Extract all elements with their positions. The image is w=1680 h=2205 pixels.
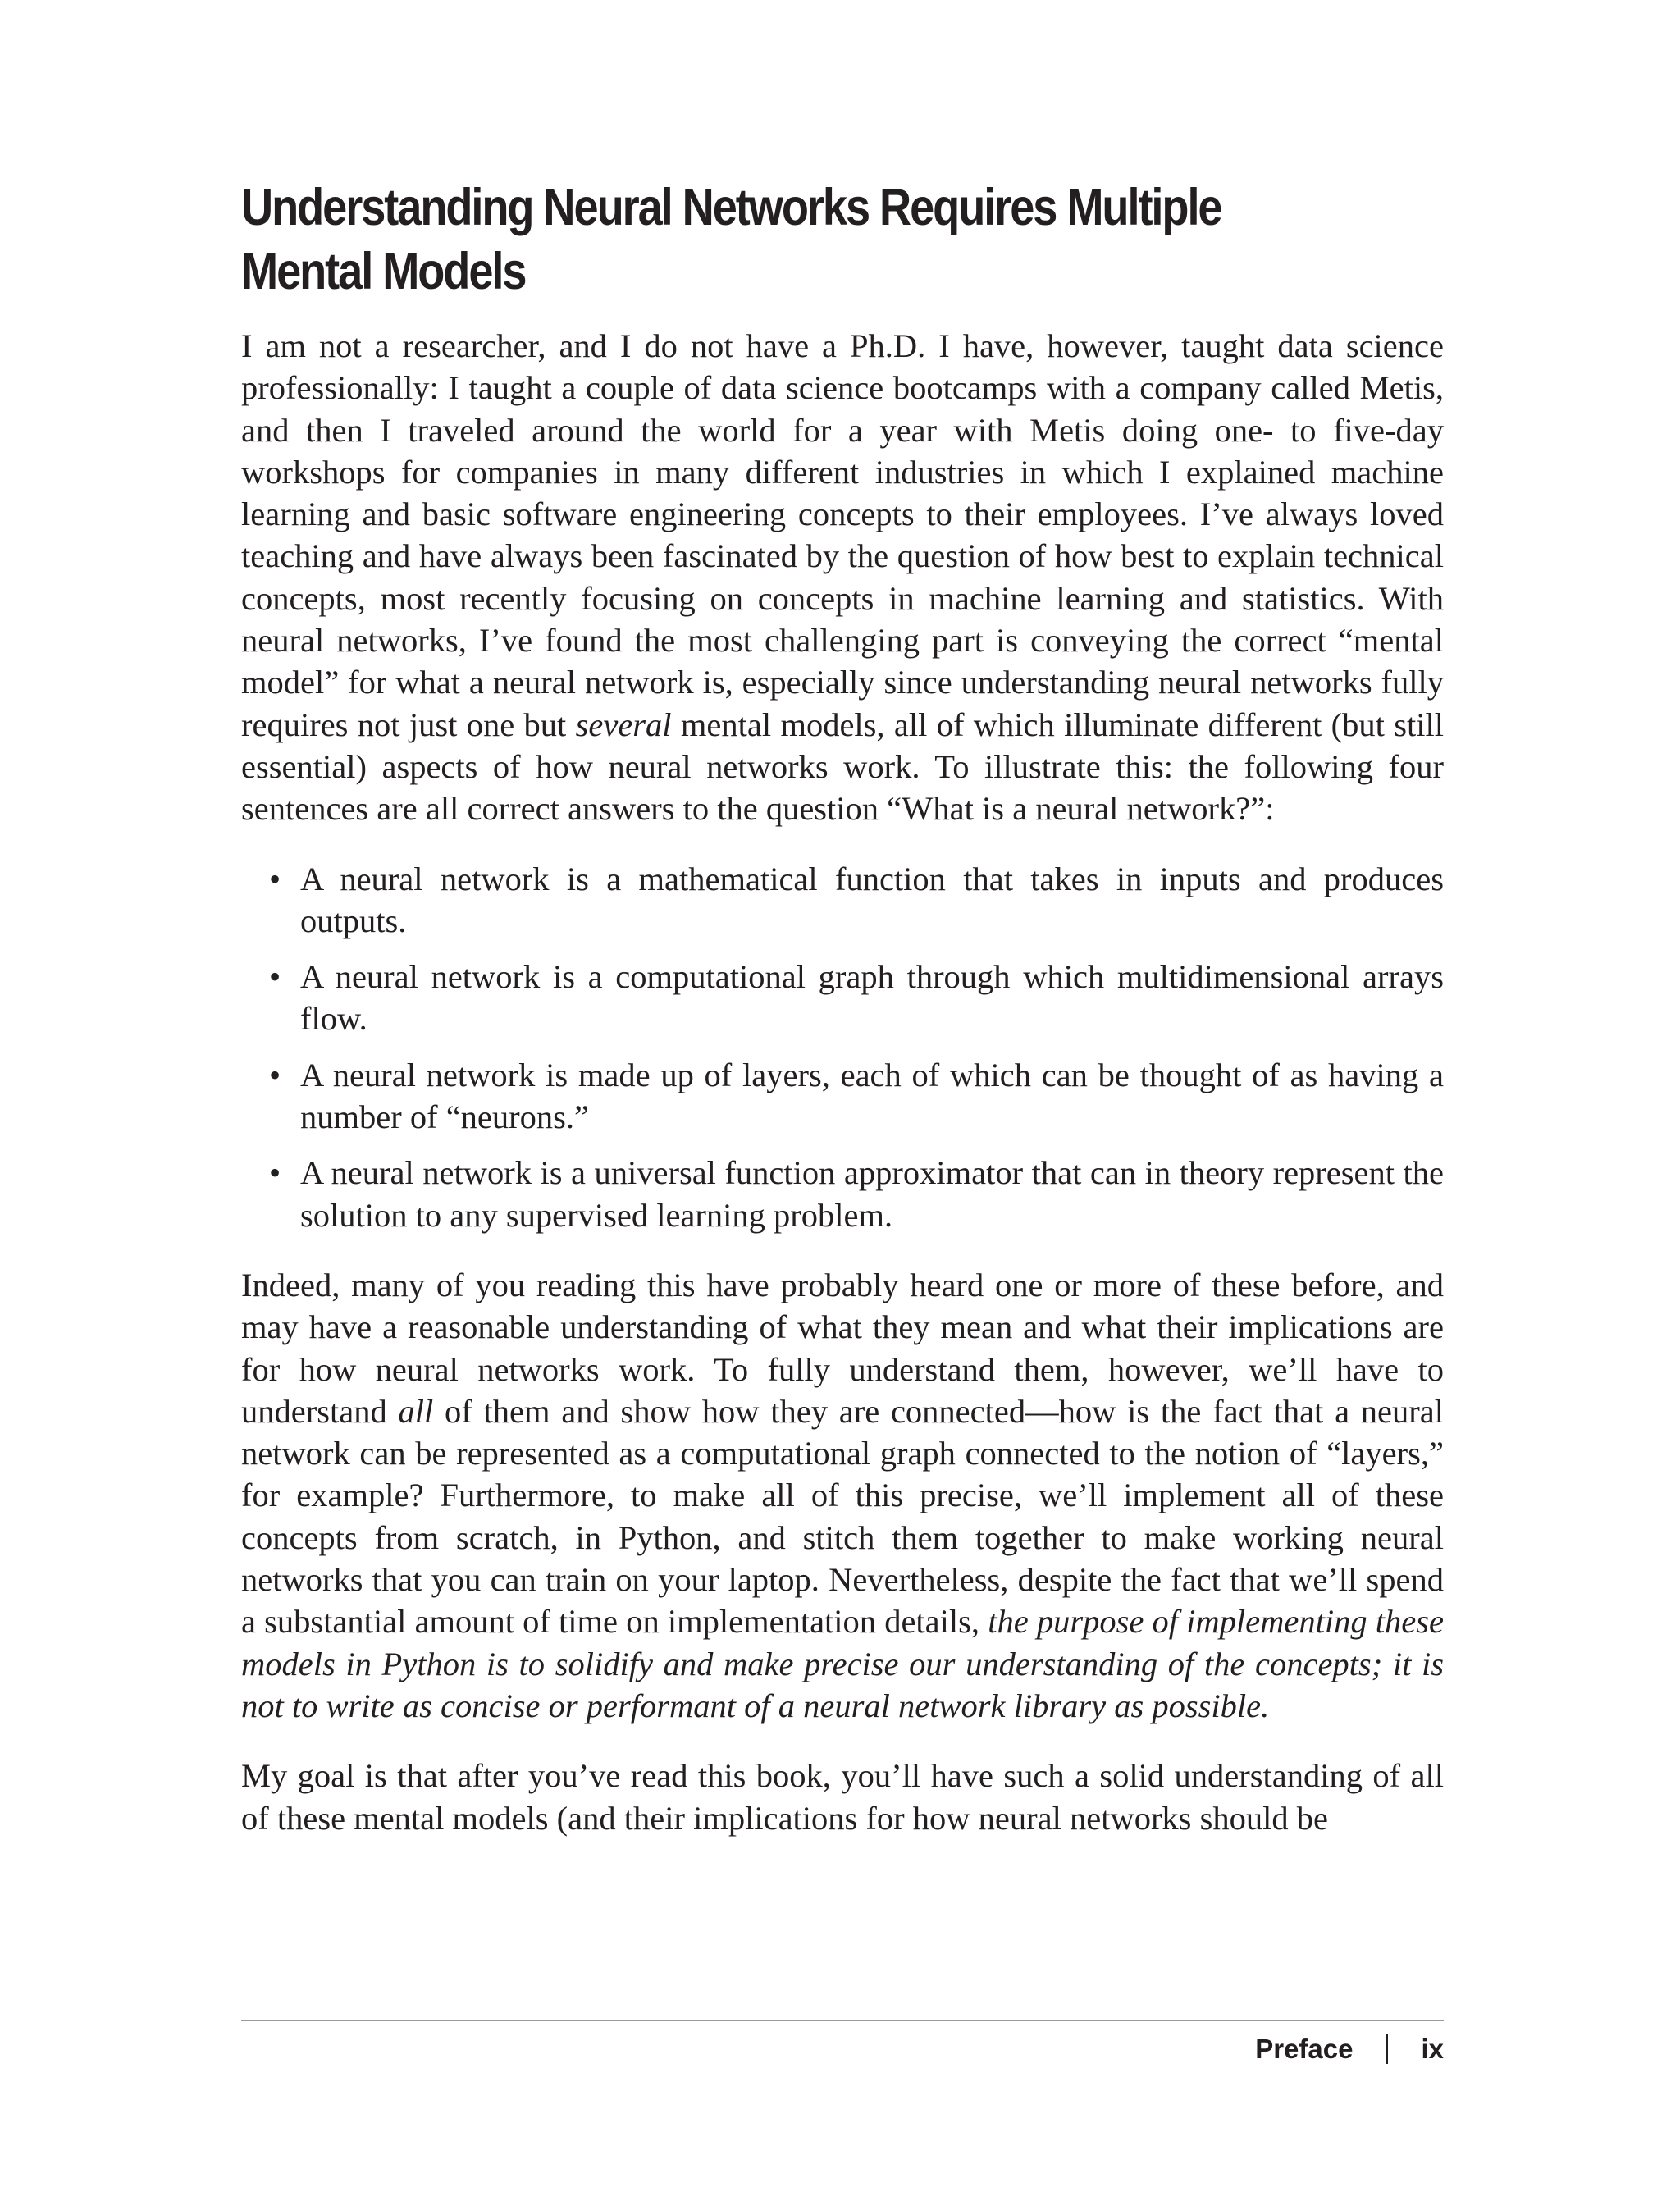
list-item bbox=[241, 1152, 1444, 1236]
bullet-marker: • bbox=[269, 860, 281, 897]
list-item bbox=[241, 858, 1444, 943]
page-footer bbox=[1255, 2031, 1444, 2067]
list-item bbox=[241, 956, 1444, 1040]
paragraph-1 bbox=[241, 325, 1444, 830]
paragraph-2-italic-a: all bbox=[398, 1392, 434, 1430]
footer-section-name: Preface bbox=[1255, 2034, 1354, 2064]
list-item bbox=[241, 1054, 1444, 1139]
bullet-marker: • bbox=[269, 958, 281, 996]
list-item-text: A neural network is a universal function approximator that can in theory represent the solution to any supervised learning problem. bbox=[300, 1154, 1444, 1234]
bullet-marker: • bbox=[269, 1056, 281, 1093]
paragraph-1-text-a: I am not a researcher, and I do not have a Ph.D. I have, however, taught data science professionally: I taught a couple of data science bootcamps with a company called Metis, and then I traveled around the world for a year with Metis doing one- to five-day workshops for companies in many different industries in which I explained machine learning and basic software engineering concepts to their employees. I’ve always loved teaching and have always been fascinated by the question of how best to explain technical concepts, most recently focusing on concepts in machine learning and statistics. With neural networks, I’ve found the most challenging part is conveying the correct “mental model” for what a neural network is, especially since understanding neural networks fully requires not just one but bbox=[241, 327, 1444, 743]
bullet-marker: • bbox=[269, 1154, 281, 1192]
paragraph-2-text-a: Indeed, many of you reading this have probably heard one or more of these before, and may have a reasonable understanding of what they mean and what their implications are for how neural networks work. To fully understand them, however, we’ll have to understand bbox=[241, 1266, 1444, 1430]
paragraph-2-text-b: of them and show how they are connected—how is the fact that a neural network can be represented as a computational graph connected to the notion of “layers,” for example? Furthermore, to make all of this precise, we’ll implement all of these concepts from scratch, in Python, and stitch them together to make working neural networks that you can train on your laptop. Nevertheless, despite the fact that we’ll spend a substantial amount of time on implementation details, bbox=[241, 1392, 1444, 1641]
footer-rule bbox=[241, 2020, 1444, 2021]
list-item-text: A neural network is a mathematical function that takes in inputs and produces outputs. bbox=[300, 860, 1444, 939]
section-heading-line-1: Understanding Neural Networks Requires Multiple bbox=[241, 179, 1221, 236]
paragraph-3 bbox=[241, 1755, 1444, 1839]
section-heading bbox=[241, 176, 1440, 304]
list-item-text: A neural network is made up of layers, each of which can be thought of as having a number of “neurons.” bbox=[300, 1056, 1444, 1136]
list-item-text: A neural network is a computational graph through which multidimensional arrays flow. bbox=[300, 958, 1444, 1038]
section-heading-wrap bbox=[241, 176, 1444, 307]
footer-separator bbox=[1386, 2034, 1388, 2064]
page-content bbox=[241, 176, 1444, 1839]
paragraph-2-italic-b: the purpose of implementing these models in Python is to solidify and make precise our understanding of the concepts; it is not to write as concise or performant of a neural network library as possible. bbox=[241, 1603, 1444, 1724]
paragraph-3-text: My goal is that after you’ve read this book, you’ll have such a solid understanding of all of these mental models (and their implications for how neural networks should be bbox=[241, 1757, 1444, 1837]
bullet-list bbox=[241, 858, 1444, 1236]
paragraph-2 bbox=[241, 1264, 1444, 1727]
paragraph-1-text-b: mental models, all of which illuminate different (but still essential) aspects of how neural networks work. To illustrate this: the following four sentences are all correct answers to the question “What is a neural network?”: bbox=[241, 705, 1444, 828]
paragraph-1-italic: several bbox=[575, 705, 672, 743]
footer-page-number: ix bbox=[1421, 2034, 1444, 2064]
section-heading-line-2: Mental Models bbox=[241, 243, 526, 300]
